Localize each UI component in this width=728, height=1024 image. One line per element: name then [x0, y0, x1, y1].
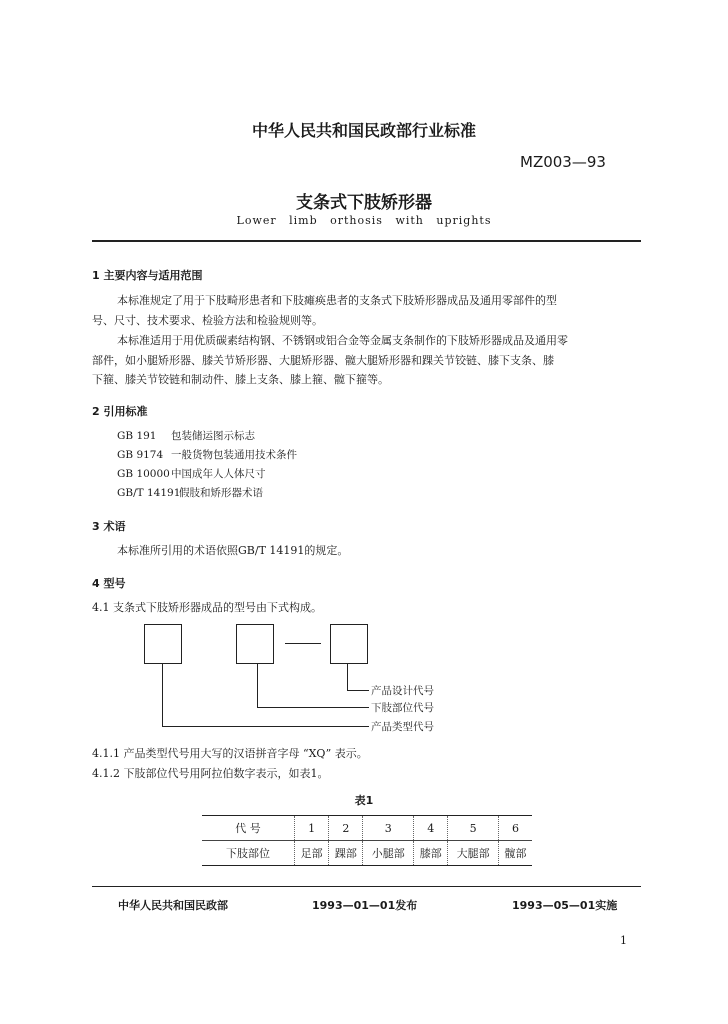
position-code-label: 下肢部位代号 [371, 702, 434, 714]
issuer: 中华人民共和国民政部 [118, 899, 228, 912]
table-row [202, 841, 532, 866]
table-cell: 6 [498, 816, 532, 841]
section-3-heading: 3 术语 [92, 520, 126, 533]
table-header-cell: 代 号 [202, 816, 295, 841]
section-4-heading: 4 型号 [92, 577, 126, 590]
table-cell: 3 [363, 816, 414, 841]
position-code-leader [257, 663, 258, 708]
design-code-leader [347, 663, 348, 691]
page-number: 1 [620, 934, 627, 947]
type-code-leader [162, 663, 163, 727]
table-cell: 膝部 [414, 841, 448, 866]
standard-code: MZ003—93 [520, 153, 606, 171]
table-cell: 踝部 [329, 841, 363, 866]
reference-item [117, 447, 297, 462]
design-code-box [330, 624, 368, 664]
reference-item [117, 428, 255, 443]
issue-date: 1993—01—01发布 [312, 899, 418, 912]
section-3-text: 本标准所引用的术语依照GB/T 14191的规定。 [117, 544, 349, 557]
table-row [202, 816, 532, 841]
reference-title: 一般货物包装通用技术条件 [171, 449, 297, 461]
type-code-label: 产品类型代号 [371, 721, 434, 733]
reference-item [117, 485, 263, 500]
position-code-leader [257, 707, 369, 708]
table-cell: 5 [448, 816, 499, 841]
table-cell: 足部 [295, 841, 329, 866]
reference-item [117, 466, 266, 481]
ministry-standard-header: 中华人民共和国民政部行业标准 [251, 121, 476, 140]
position-code-box [236, 624, 274, 664]
table-cell: 4 [414, 816, 448, 841]
section-1-para2-line3: 下箍、膝关节铰链和制动件、膝上支条、膝上箍、髋下箍等。 [92, 373, 389, 386]
reference-code: GB/T 14191 [117, 487, 181, 499]
reference-code: GB 191 [117, 430, 157, 442]
section-1-para2-line1: 本标准适用于用优质碳素结构钢、不锈钢或铝合金等金属支条制作的下肢矫形器成品及通用零 [117, 334, 568, 347]
reference-code: GB 10000 [117, 468, 170, 480]
section-4-1-2-text: 4.1.2 下肢部位代号用阿拉伯数字表示，如表1。 [92, 767, 329, 780]
dash-connector [285, 643, 321, 644]
leg-position-code-table [202, 815, 532, 866]
header-rule [92, 240, 641, 242]
effective-date: 1993—05—01实施 [512, 899, 618, 912]
section-4-1-1-text: 4.1.1 产品类型代号用大写的汉语拼音字母 “XQ” 表示。 [92, 747, 368, 760]
table-caption: 表1 [354, 794, 374, 807]
table-cell: 小腿部 [363, 841, 414, 866]
type-code-leader [162, 726, 369, 727]
footer-rule [92, 886, 641, 887]
design-code-label: 产品设计代号 [371, 685, 434, 697]
section-1-heading: 1 主要内容与适用范围 [92, 269, 203, 282]
type-code-box [144, 624, 182, 664]
reference-title: 中国成年人人体尺寸 [171, 468, 266, 480]
document-title-cn: 支条式下肢矫形器 [296, 193, 432, 213]
section-1-para2-line2: 部件，如小腿矫形器、膝关节矫形器、大腿矫形器、髋大腿矫形器和踝关节铰链、膝下支条、膝 [92, 354, 554, 367]
table-header-cell: 下肢部位 [202, 841, 295, 866]
reference-title: 假肢和矫形器术语 [179, 487, 263, 499]
section-4-1-text: 4.1 支条式下肢矫形器成品的型号由下式构成。 [92, 601, 322, 614]
table-cell: 1 [295, 816, 329, 841]
section-2-heading: 2 引用标准 [92, 405, 148, 418]
table-cell: 2 [329, 816, 363, 841]
section-1-para1-line2: 号、尺寸、技术要求、检验方法和检验规则等。 [92, 314, 323, 327]
reference-title: 包装储运图示标志 [171, 430, 255, 442]
table-cell: 髋部 [498, 841, 532, 866]
table-cell: 大腿部 [448, 841, 499, 866]
section-1-para1-line1: 本标准规定了用于下肢畸形患者和下肢瘫痪患者的支条式下肢矫形器成品及通用零部件的型 [117, 294, 557, 307]
design-code-leader [347, 690, 369, 691]
reference-code: GB 9174 [117, 449, 164, 461]
document-title-en: Lower limb orthosis with uprights [236, 214, 492, 227]
